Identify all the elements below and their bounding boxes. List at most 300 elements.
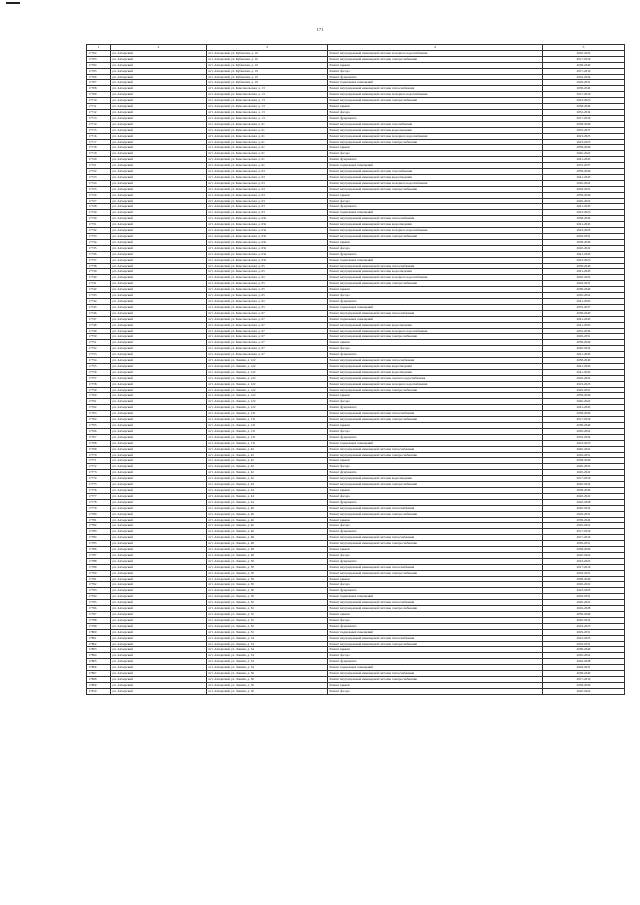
work-type-cell: Ремонт внутридомовой инженерной системы холодного водоснабжения (328, 180, 543, 186)
address-cell: пгт. Ахтырский, ул. Ленина, д. 42 (207, 446, 328, 452)
period-cell: 2020-2022 (543, 523, 625, 529)
work-type-cell: Ремонт фасада (328, 245, 543, 251)
settlement-cell: рп. Ахтырский (111, 606, 207, 612)
address-cell: пгт. Ахтырский, ул. Ленина, д. 56 (207, 671, 328, 677)
work-type-cell: Ремонт крыши (328, 287, 543, 293)
settlement-cell: рп. Ахтырский (111, 576, 207, 582)
work-type-cell: Ремонт фасада (328, 346, 543, 352)
row-number-cell: 17801 (87, 635, 111, 641)
period-cell: 2041-2043 (543, 251, 625, 257)
period-cell: 2038-2040 (543, 358, 625, 364)
row-number-cell: 17767 (87, 434, 111, 440)
row-number-cell: 17745 (87, 304, 111, 310)
period-cell: 2029-2031 (543, 80, 625, 86)
work-type-cell: Ремонт внутридомовой инженерной системы горячего водоснабжения (328, 375, 543, 381)
work-type-cell: Ремонт крыши (328, 62, 543, 68)
row-number-cell: 17732 (87, 228, 111, 234)
settlement-cell: рп. Ахтырский (111, 381, 207, 387)
row-number-cell: 17783 (87, 529, 111, 535)
row-number-cell: 17798 (87, 617, 111, 623)
settlement-cell: рп. Ахтырский (111, 487, 207, 493)
row-number-cell: 17766 (87, 428, 111, 434)
period-cell: 2020-2022 (543, 275, 625, 281)
address-cell: пгт. Ахтырский, ул. Ленина, д. 52 (207, 600, 328, 606)
address-cell: пгт. Ахтырский, ул. Комсомольская, д. 63 (207, 192, 328, 198)
settlement-cell: рп. Ахтырский (111, 346, 207, 352)
work-type-cell: Ремонт крыши (328, 576, 543, 582)
row-number-cell: 17793 (87, 588, 111, 594)
work-type-cell: Ремонт внутридомовой инженерной системы теплоснабжения (328, 86, 543, 92)
row-number-cell: 17703 (87, 56, 111, 62)
settlement-cell: рп. Ахтырский (111, 352, 207, 358)
address-cell: пгт. Ахтырский, ул. Комсомольская, д. 65 (207, 275, 328, 281)
settlement-cell: рп. Ахтырский (111, 234, 207, 240)
row-number-cell: 17779 (87, 505, 111, 511)
work-type-cell: Ремонт фундамента (328, 115, 543, 121)
settlement-cell: рп. Ахтырский (111, 570, 207, 576)
work-type-cell: Ремонт внутридомовой инженерной системы электроснабжения (328, 676, 543, 682)
settlement-cell: рп. Ахтырский (111, 417, 207, 423)
work-type-cell: Ремонт внутридомовой инженерной системы холодного водоснабжения (328, 328, 543, 334)
address-cell: пгт. Ахтырский, ул. Комсомольская, д. 61 (207, 151, 328, 157)
address-cell: пгт. Ахтырский, ул. Кубанская, д. 19 (207, 74, 328, 80)
settlement-cell: рп. Ахтырский (111, 582, 207, 588)
period-cell: 2041-2043 (543, 352, 625, 358)
row-number-cell: 17749 (87, 328, 111, 334)
address-cell: пгт. Ахтырский, ул. Ленина, д. 131 (207, 440, 328, 446)
work-type-cell: Ремонт внутридомовой инженерной системы теплоснабжения (328, 263, 543, 269)
address-cell: пгт. Ахтырский, ул. Ленина, д. 122 (207, 369, 328, 375)
address-cell: пгт. Ахтырский, ул. Комсомольская, д. 63 (207, 180, 328, 186)
settlement-cell: рп. Ахтырский (111, 86, 207, 92)
row-number-cell: 17784 (87, 535, 111, 541)
settlement-cell: рп. Ахтырский (111, 476, 207, 482)
work-type-cell: Ремонт внутридомовой инженерной системы теплоснабжения (328, 505, 543, 511)
work-type-cell: Ремонт внутридомовой инженерной системы холодного водоснабжения (328, 50, 543, 56)
settlement-cell: рп. Ахтырский (111, 68, 207, 74)
work-type-cell: Ремонт крыши (328, 458, 543, 464)
period-cell: 2017-2019 (543, 56, 625, 62)
row-number-cell: 17712 (87, 109, 111, 115)
row-number-cell: 17733 (87, 234, 111, 240)
work-type-cell: Ремонт внутридомовой инженерной системы электроснабжения (328, 511, 543, 517)
row-number-cell: 17769 (87, 446, 111, 452)
address-cell: пгт. Ахтырский, ул. Ленина, д. 44 (207, 482, 328, 488)
work-type-cell: Ремонт фасада (328, 428, 543, 434)
period-cell: 2038-2040 (543, 340, 625, 346)
settlement-cell: рп. Ахтырский (111, 635, 207, 641)
row-number-cell: 17810 (87, 688, 111, 694)
work-type-cell: Ремонт подвальных помещений (328, 665, 543, 671)
row-number-cell: 17727 (87, 198, 111, 204)
period-cell: 2026-2028 (543, 659, 625, 665)
address-cell: пгт. Ахтырский, ул. Комсомольская, д. 63 (207, 174, 328, 180)
settlement-cell: рп. Ахтырский (111, 493, 207, 499)
address-cell: пгт. Ахтырский, ул. Ленина, д. 122 (207, 399, 328, 405)
period-cell: 2038-2040 (543, 192, 625, 198)
period-cell: 2023-2025 (543, 381, 625, 387)
work-type-cell: Ремонт внутридомовой инженерной системы теплоснабжения (328, 564, 543, 570)
address-cell: пгт. Ахтырский, ул. Комсомольская, д. 63 (207, 204, 328, 210)
address-cell: пгт. Ахтырский, ул. Ленина, д. 52 (207, 623, 328, 629)
row-number-cell: 17774 (87, 476, 111, 482)
work-type-cell: Ремонт фундамента (328, 405, 543, 411)
period-cell: 2023-2025 (543, 98, 625, 104)
period-cell: 2041-2043 (543, 157, 625, 163)
row-number-cell: 17792 (87, 582, 111, 588)
address-cell: пгт. Ахтырский, ул. Ленина, д. 44 (207, 499, 328, 505)
settlement-cell: рп. Ахтырский (111, 163, 207, 169)
period-cell: 2020-2022 (543, 493, 625, 499)
row-number-cell: 17776 (87, 487, 111, 493)
row-number-cell: 17716 (87, 133, 111, 139)
settlement-cell: рп. Ахтырский (111, 169, 207, 175)
work-type-cell: Ремонт крыши (328, 104, 543, 110)
address-cell: пгт. Ахтырский, ул. Ленина, д. 42 (207, 452, 328, 458)
work-type-cell: Ремонт внутридомовой инженерной системы электроснабжения (328, 606, 543, 612)
address-cell: пгт. Ахтырский, ул. Комсомольская, д. 63 (207, 169, 328, 175)
row-number-cell: 17802 (87, 641, 111, 647)
row-number-cell: 17714 (87, 121, 111, 127)
settlement-cell: рп. Ахтырский (111, 281, 207, 287)
address-cell: пгт. Ахтырский, ул. Ленина, д. 131 (207, 417, 328, 423)
row-number-cell: 17735 (87, 245, 111, 251)
row-number-cell: 17705 (87, 68, 111, 74)
row-number-cell: 17711 (87, 104, 111, 110)
period-cell: 2020-2022 (543, 552, 625, 558)
period-cell: 2020-2022 (543, 428, 625, 434)
work-type-cell: Ремонт фундамента (328, 352, 543, 358)
period-cell: 2029-2031 (543, 511, 625, 517)
period-cell: 2041-2043 (543, 222, 625, 228)
period-cell: 2020-2022 (543, 198, 625, 204)
work-type-cell: Ремонт внутридомовой инженерной системы газоснабжения (328, 169, 543, 175)
row-number-cell: 17788 (87, 558, 111, 564)
work-type-cell: Ремонт фасада (328, 493, 543, 499)
row-number-cell: 17763 (87, 411, 111, 417)
header-cell-5: 5 (543, 45, 625, 51)
period-cell: 2035-2037 (543, 127, 625, 133)
settlement-cell: рп. Ахтырский (111, 529, 207, 535)
address-cell: пгт. Ахтырский, ул. Ленина, д. 54 (207, 665, 328, 671)
work-type-cell: Ремонт крыши (328, 192, 543, 198)
work-type-cell: Ремонт внутридомовой инженерной системы электроснабжения (328, 186, 543, 192)
row-number-cell: 17803 (87, 647, 111, 653)
address-cell: пгт. Ахтырский, ул. Кубанская, д. 19 (207, 80, 328, 86)
row-number-cell: 17750 (87, 334, 111, 340)
address-cell: пгт. Ахтырский, ул. Комсомольская, д. 67 (207, 310, 328, 316)
settlement-cell: рп. Ахтырский (111, 535, 207, 541)
settlement-cell: рп. Ахтырский (111, 222, 207, 228)
period-cell: 2032-2034 (543, 434, 625, 440)
settlement-cell: рп. Ахтырский (111, 263, 207, 269)
settlement-cell: рп. Ахтырский (111, 387, 207, 393)
work-type-cell: Ремонт фундамента (328, 659, 543, 665)
address-cell: пгт. Ахтырский, ул. Ленина, д. 56 (207, 688, 328, 694)
period-cell: 2038-2040 (543, 216, 625, 222)
address-cell: пгт. Ахтырский, ул. Комсомольская, д. 65 (207, 287, 328, 293)
row-number-cell: 17782 (87, 523, 111, 529)
row-number-cell: 17772 (87, 464, 111, 470)
settlement-cell: рп. Ахтырский (111, 92, 207, 98)
period-cell: 2020-2022 (543, 446, 625, 452)
row-number-cell: 17718 (87, 145, 111, 151)
row-number-cell: 17765 (87, 423, 111, 429)
period-cell: 2038-2040 (543, 104, 625, 110)
address-cell: пгт. Ахтырский, ул. Ленина, д. 122 (207, 393, 328, 399)
address-cell: пгт. Ахтырский, ул. Ленина, д. 48 (207, 552, 328, 558)
row-number-cell: 17805 (87, 659, 111, 665)
settlement-cell: рп. Ахтырский (111, 375, 207, 381)
period-cell: 2023-2025 (543, 257, 625, 263)
settlement-cell: рп. Ахтырский (111, 174, 207, 180)
work-type-cell: Ремонт внутридомовой инженерной системы водоотведения (328, 269, 543, 275)
settlement-cell: рп. Ахтырский (111, 56, 207, 62)
period-cell: 2032-2034 (543, 109, 625, 115)
address-cell: пгт. Ахтырский, ул. Ленина, д. 50 (207, 588, 328, 594)
row-number-cell: 17719 (87, 151, 111, 157)
period-cell: 2020-2022 (543, 600, 625, 606)
period-cell: 2038-2040 (543, 393, 625, 399)
address-cell: пгт. Ахтырский, ул. Ленина, д. 54 (207, 653, 328, 659)
work-type-cell: Ремонт внутридомовой инженерной системы теплоснабжения (328, 358, 543, 364)
row-number-cell: 17757 (87, 375, 111, 381)
settlement-cell: рп. Ахтырский (111, 511, 207, 517)
row-number-cell: 17717 (87, 139, 111, 145)
period-cell: 2017-2019 (543, 476, 625, 482)
period-cell: 2020-2022 (543, 505, 625, 511)
work-type-cell: Ремонт внутридомовой инженерной системы электроснабжения (328, 387, 543, 393)
row-number-cell: 17795 (87, 600, 111, 606)
work-type-cell: Ремонт подвальных помещений (328, 316, 543, 322)
work-type-cell: Ремонт подвальных помещений (328, 304, 543, 310)
period-cell: 2038-2040 (543, 263, 625, 269)
work-type-cell: Ремонт внутридомовой инженерной системы электроснабжения (328, 334, 543, 340)
period-cell: 2017-2019 (543, 92, 625, 98)
work-type-cell: Ремонт фасада (328, 399, 543, 405)
period-cell: 2029-2031 (543, 541, 625, 547)
settlement-cell: рп. Ахтырский (111, 547, 207, 553)
row-number-cell: 17702 (87, 50, 111, 56)
address-cell: пгт. Ахтырский, ул. Ленина, д. 44 (207, 493, 328, 499)
row-number-cell: 17743 (87, 293, 111, 299)
work-type-cell: Ремонт внутридомовой инженерной системы электроснабжения (328, 98, 543, 104)
row-number-cell: 17736 (87, 251, 111, 257)
settlement-cell: рп. Ахтырский (111, 682, 207, 688)
settlement-cell: рп. Ахтырский (111, 50, 207, 56)
address-cell: пгт. Ахтырский, ул. Ленина, д. 56 (207, 676, 328, 682)
settlement-cell: рп. Ахтырский (111, 287, 207, 293)
address-cell: пгт. Ахтырский, ул. Комсомольская, д. 61 (207, 121, 328, 127)
settlement-cell: рп. Ахтырский (111, 629, 207, 635)
work-type-cell: Ремонт фасада (328, 198, 543, 204)
work-type-cell: Ремонт внутридомовой инженерной системы электроснабжения (328, 234, 543, 240)
work-type-cell: Ремонт крыши (328, 682, 543, 688)
period-cell: 2038-2040 (543, 287, 625, 293)
work-type-cell: Ремонт фасада (328, 653, 543, 659)
row-number-cell: 17723 (87, 174, 111, 180)
settlement-cell: рп. Ахтырский (111, 157, 207, 163)
settlement-cell: рп. Ахтырский (111, 121, 207, 127)
period-cell: 2020-2022 (543, 688, 625, 694)
row-number-cell: 17771 (87, 458, 111, 464)
settlement-cell: рп. Ахтырский (111, 245, 207, 251)
period-cell: 2017-2019 (543, 529, 625, 535)
period-cell: 2038-2040 (543, 239, 625, 245)
settlement-cell: рп. Ахтырский (111, 517, 207, 523)
settlement-cell: рп. Ахтырский (111, 482, 207, 488)
period-cell: 2020-2022 (543, 375, 625, 381)
row-number-cell: 17753 (87, 352, 111, 358)
address-cell: пгт. Ахтырский, ул. Ленина, д. 46 (207, 517, 328, 523)
settlement-cell: рп. Ахтырский (111, 251, 207, 257)
period-cell: 2020-2022 (543, 482, 625, 488)
address-cell: пгт. Ахтырский, ул. Ленина, д. 52 (207, 606, 328, 612)
settlement-cell: рп. Ахтырский (111, 334, 207, 340)
work-type-cell: Ремонт внутридомовой инженерной системы электроснабжения (328, 139, 543, 145)
address-cell: пгт. Ахтырский, ул. Ленина, д. 131 (207, 423, 328, 429)
row-number-cell: 17707 (87, 80, 111, 86)
row-number-cell: 17761 (87, 399, 111, 405)
address-cell: пгт. Ахтырский, ул. Ленина, д. 50 (207, 564, 328, 570)
period-cell: 2038-2040 (543, 517, 625, 523)
period-cell: 2038-2040 (543, 647, 625, 653)
row-number-cell: 17809 (87, 682, 111, 688)
settlement-cell: рп. Ахтырский (111, 133, 207, 139)
header-cell-4: 4 (328, 45, 543, 51)
period-cell: 2041-2043 (543, 174, 625, 180)
row-number-cell: 17791 (87, 576, 111, 582)
work-type-cell: Ремонт крыши (328, 517, 543, 523)
row-number-cell: 17789 (87, 564, 111, 570)
row-number-cell: 17746 (87, 310, 111, 316)
row-number-cell: 17756 (87, 369, 111, 375)
period-cell: 2038-2040 (543, 310, 625, 316)
settlement-cell: рп. Ахтырский (111, 688, 207, 694)
address-cell: пгт. Ахтырский, ул. Комсомольская, д. 63 (207, 198, 328, 204)
settlement-cell: рп. Ахтырский (111, 228, 207, 234)
settlement-cell: рп. Ахтырский (111, 369, 207, 375)
period-cell: 2023-2025 (543, 588, 625, 594)
address-cell: пгт. Ахтырский, ул. Комсомольская, д. 63а (207, 251, 328, 257)
row-number-cell: 17734 (87, 239, 111, 245)
settlement-cell: рп. Ахтырский (111, 269, 207, 275)
row-number-cell: 17726 (87, 192, 111, 198)
work-type-cell: Ремонт фундамента (328, 529, 543, 535)
settlement-cell: рп. Ахтырский (111, 104, 207, 110)
work-type-cell: Ремонт крыши (328, 647, 543, 653)
row-number-cell: 17790 (87, 570, 111, 576)
period-cell: 2026-2028 (543, 606, 625, 612)
row-number-cell: 17738 (87, 263, 111, 269)
settlement-cell: рп. Ахтырский (111, 665, 207, 671)
address-cell: пгт. Ахтырский, ул. Ленина, д. 122 (207, 381, 328, 387)
address-cell: пгт. Ахтырский, ул. Комсомольская, д. 63а (207, 245, 328, 251)
address-cell: пгт. Ахтырский, ул. Ленина, д. 54 (207, 641, 328, 647)
address-cell: пгт. Ахтырский, ул. Ленина, д. 56 (207, 682, 328, 688)
row-number-cell: 17704 (87, 62, 111, 68)
settlement-cell: рп. Ахтырский (111, 298, 207, 304)
settlement-cell: рп. Ахтырский (111, 98, 207, 104)
work-type-cell: Ремонт внутридомовой инженерной системы водоотведения (328, 476, 543, 482)
period-cell: 2038-2040 (543, 62, 625, 68)
address-cell: пгт. Ахтырский, ул. Комсомольская, д. 63а (207, 234, 328, 240)
row-number-cell: 17777 (87, 493, 111, 499)
row-number-cell: 17775 (87, 482, 111, 488)
settlement-cell: рп. Ахтырский (111, 564, 207, 570)
period-cell: 2017-2019 (543, 535, 625, 541)
address-cell: пгт. Ахтырский, ул. Комсомольская, д. 13 (207, 98, 328, 104)
work-type-cell: Ремонт крыши (328, 239, 543, 245)
settlement-cell: рп. Ахтырский (111, 304, 207, 310)
address-cell: пгт. Ахтырский, ул. Ленина, д. 54 (207, 647, 328, 653)
work-type-cell: Ремонт подвальных помещений (328, 440, 543, 446)
address-cell: пгт. Ахтырский, ул. Ленина, д. 42 (207, 476, 328, 482)
address-cell: пгт. Ахтырский, ул. Комсомольская, д. 63а (207, 257, 328, 263)
address-cell: пгт. Ахтырский, ул. Ленина, д. 48 (207, 535, 328, 541)
row-number-cell: 17730 (87, 216, 111, 222)
period-cell: 2029-2031 (543, 665, 625, 671)
work-type-cell: Ремонт внутридомовой инженерной системы холодного водоснабжения (328, 381, 543, 387)
settlement-cell: рп. Ахтырский (111, 204, 207, 210)
period-cell: 2029-2031 (543, 570, 625, 576)
work-type-cell: Ремонт подвальных помещений (328, 80, 543, 86)
settlement-cell: рп. Ахтырский (111, 192, 207, 198)
row-number-cell: 17754 (87, 358, 111, 364)
address-cell: пгт. Ахтырский, ул. Комсомольская, д. 65 (207, 263, 328, 269)
settlement-cell: рп. Ахтырский (111, 80, 207, 86)
period-cell: 2029-2031 (543, 629, 625, 635)
period-cell: 2041-2043 (543, 298, 625, 304)
work-type-cell: Ремонт фасада (328, 582, 543, 588)
header-cell-2: 2 (111, 45, 207, 51)
address-cell: пгт. Ахтырский, ул. Ленина, д. 131 (207, 428, 328, 434)
row-number-cell: 17722 (87, 169, 111, 175)
work-type-cell: Ремонт внутридомовой инженерной системы теплоснабжения (328, 635, 543, 641)
row-number-cell: 17758 (87, 381, 111, 387)
address-cell: пгт. Ахтырский, ул. Кубанская, д. 16 (207, 62, 328, 68)
work-type-cell: Ремонт внутридомовой инженерной системы теплоснабжения (328, 216, 543, 222)
period-cell: 2038-2040 (543, 682, 625, 688)
period-cell: 2017-2019 (543, 417, 625, 423)
work-type-cell: Ремонт фасада (328, 617, 543, 623)
address-cell: пгт. Ахтырский, ул. Ленина, д. 50 (207, 582, 328, 588)
period-cell: 2038-2040 (543, 458, 625, 464)
work-type-cell: Ремонт внутридомовой инженерной системы теплоснабжения (328, 671, 543, 677)
row-number-cell: 17713 (87, 115, 111, 121)
address-cell: пгт. Ахтырский, ул. Комсомольская, д. 65 (207, 293, 328, 299)
settlement-cell: рп. Ахтырский (111, 127, 207, 133)
work-type-cell: Ремонт подвальных помещений (328, 163, 543, 169)
row-number-cell: 17739 (87, 269, 111, 275)
address-cell: пгт. Ахтырский, ул. Кубанская, д. 16 (207, 56, 328, 62)
work-type-cell: Ремонт внутридомовой инженерной системы холодного водоснабжения (328, 228, 543, 234)
settlement-cell: рп. Ахтырский (111, 452, 207, 458)
row-number-cell: 17708 (87, 86, 111, 92)
row-number-cell: 17759 (87, 387, 111, 393)
address-cell: пгт. Ахтырский, ул. Комсомольская, д. 67 (207, 346, 328, 352)
settlement-cell: рп. Ахтырский (111, 541, 207, 547)
work-type-cell: Ремонт фундамента (328, 623, 543, 629)
work-type-cell: Ремонт внутридомовой инженерной системы холодного водоснабжения (328, 92, 543, 98)
work-type-cell: Ремонт крыши (328, 393, 543, 399)
settlement-cell: рп. Ахтырский (111, 139, 207, 145)
row-number-cell: 17755 (87, 363, 111, 369)
settlement-cell: рп. Ахтырский (111, 446, 207, 452)
period-cell: 2038-2040 (543, 411, 625, 417)
settlement-cell: рп. Ахтырский (111, 671, 207, 677)
row-number-cell: 17720 (87, 157, 111, 163)
